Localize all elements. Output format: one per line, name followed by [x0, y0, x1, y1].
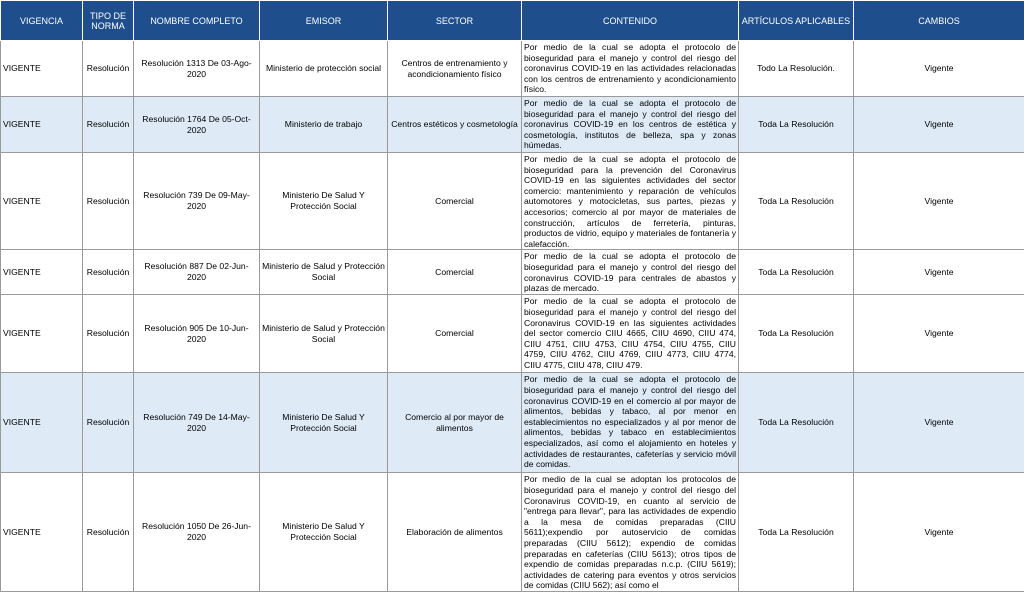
cell-vigencia[interactable]: VIGENTE — [1, 473, 83, 592]
cell-cambios[interactable]: Vigente — [854, 153, 1024, 250]
header-tipo-norma[interactable]: TIPO DE NORMA — [83, 1, 134, 41]
header-vigencia[interactable]: VIGENCIA — [1, 1, 83, 41]
cell-cambios[interactable]: Vigente — [854, 295, 1024, 373]
cell-sector[interactable]: Elaboración de alimentos — [388, 473, 522, 592]
cell-emisor[interactable]: Ministerio De Salud Y Protección Social — [260, 473, 388, 592]
cell-vigencia[interactable]: VIGENTE — [1, 153, 83, 250]
cell-articulos[interactable]: Todo La Resolución. — [739, 41, 854, 97]
cell-nombre[interactable]: Resolución 1313 De 03-Ago-2020 — [134, 41, 260, 97]
cell-emisor[interactable]: Ministerio De Salud Y Protección Social — [260, 373, 388, 473]
cell-sector[interactable]: Comercial — [388, 295, 522, 373]
cell-contenido[interactable]: Por medio de la cual se adoptan los protocolos de bioseguridad para el manejo y control del riesgo del Coronavirus COVID-19, en cuanto al servicio de "entrega para llevar", para las actividades de expendio a la mesa de comidas preparadas (CIIU 5611);expendio por autoservicio de comidas preparadas (CIIU 5612); expendio de comidas preparadas en cafeterías (CIIU 5613); otros tipos de expendio de comidas preparadas n.c.p. (CIIU 5619); actividades de catering para eventos y otros servicios de comidas (CIIU 562); así como el — [522, 473, 739, 592]
cell-nombre[interactable]: Resolución 905 De 10-Jun-2020 — [134, 295, 260, 373]
cell-emisor[interactable]: Ministerio de Salud y Protección Social — [260, 295, 388, 373]
cell-contenido[interactable]: Por medio de la cual se adopta el protocolo de bioseguridad para el manejo y control del riesgo del coronavirus COVID-19 para centrales de abastos y plazas de mercado. — [522, 250, 739, 295]
table-row[interactable] — [1, 153, 1024, 250]
cell-nombre[interactable]: Resolución 1050 De 26-Jun-2020 — [134, 473, 260, 592]
cell-emisor[interactable]: Ministerio de Salud y Protección Social — [260, 250, 388, 295]
table-row[interactable] — [1, 41, 1024, 97]
cell-nombre[interactable]: Resolución 739 De 09-May-2020 — [134, 153, 260, 250]
cell-tipo[interactable]: Resolución — [83, 295, 134, 373]
cell-tipo[interactable]: Resolución — [83, 97, 134, 153]
cell-sector[interactable]: Centros estéticos y cosmetología — [388, 97, 522, 153]
cell-articulos[interactable]: Toda La Resolución — [739, 473, 854, 592]
cell-tipo[interactable]: Resolución — [83, 153, 134, 250]
cell-emisor[interactable]: Ministerio de protección social — [260, 41, 388, 97]
cell-tipo[interactable]: Resolución — [83, 373, 134, 473]
header-nombre-completo[interactable]: NOMBRE COMPLETO — [134, 1, 260, 41]
cell-contenido[interactable]: Por medio de la cual se adopta el protocolo de bioseguridad para el manejo y control del riesgo del coronavirus COVID-19 en las actividades relacionadas con los centros de entrenamiento y acondicionamiento físico. — [522, 41, 739, 97]
cell-articulos[interactable]: Toda La Resolución — [739, 153, 854, 250]
cell-sector[interactable]: Comercial — [388, 250, 522, 295]
cell-nombre[interactable]: Resolución 1764 De 05-Oct-2020 — [134, 97, 260, 153]
cell-sector[interactable]: Comercio al por mayor de alimentos — [388, 373, 522, 473]
cell-vigencia[interactable]: VIGENTE — [1, 295, 83, 373]
cell-contenido[interactable]: Por medio de la cual se adopta el protocolo de bioseguridad para el manejo y control del riesgo del Coronavirus COVID-19 en las siguientes actividades del sector comercio CIIU 4665, CIIU 4690, CIIU 474, CIIU 4751, CIIU 4753, CIIU 4754, CIIU 4755, CIIU 4759, CIIU 4762, CIIU 4769, CIIU 4773, CIIU 4774, CIIU 4775, CIIU 478, CIIU 479. — [522, 295, 739, 373]
cell-articulos[interactable]: Toda La Resolución — [739, 373, 854, 473]
cell-contenido[interactable]: Por medio de la cual se adopta el protocolo de bioseguridad para el manejo y control del riesgo del coronavirus COVID-19 en los centros de estética y cosmetología, institutos de belleza, spa y zonas húmedas. — [522, 97, 739, 153]
header-cambios[interactable]: CAMBIOS — [854, 1, 1024, 41]
cell-vigencia[interactable]: VIGENTE — [1, 41, 83, 97]
table-row[interactable] — [1, 295, 1024, 373]
cell-cambios[interactable]: Vigente — [854, 373, 1024, 473]
cell-vigencia[interactable]: VIGENTE — [1, 373, 83, 473]
header-articulos-aplicables[interactable]: ARTÍCULOS APLICABLES — [739, 1, 854, 41]
cell-vigencia[interactable]: VIGENTE — [1, 97, 83, 153]
cell-cambios[interactable]: Vigente — [854, 473, 1024, 592]
cell-cambios[interactable]: Vigente — [854, 41, 1024, 97]
cell-sector[interactable]: Comercial — [388, 153, 522, 250]
header-row — [1, 1, 1024, 41]
cell-sector[interactable]: Centros de entrenamiento y acondicionamiento físico — [388, 41, 522, 97]
cell-articulos[interactable]: Toda La Resolución — [739, 295, 854, 373]
header-sector[interactable]: SECTOR — [388, 1, 522, 41]
header-emisor[interactable]: EMISOR — [260, 1, 388, 41]
cell-cambios[interactable]: Vigente — [854, 250, 1024, 295]
cell-nombre[interactable]: Resolución 749 De 14-May-2020 — [134, 373, 260, 473]
cell-tipo[interactable]: Resolución — [83, 250, 134, 295]
cell-tipo[interactable]: Resolución — [83, 473, 134, 592]
table-row[interactable] — [1, 250, 1024, 295]
cell-emisor[interactable]: Ministerio De Salud Y Protección Social — [260, 153, 388, 250]
table-row[interactable] — [1, 373, 1024, 473]
cell-cambios[interactable]: Vigente — [854, 97, 1024, 153]
cell-contenido[interactable]: Por medio de la cual se adopta el protocolo de bioseguridad para la prevención del Coronavirus COVID-19 en las siguientes actividades del sector comercio: mantenimiento y reparación de vehículos automotores y motocicletas, sus partes, piezas y accesorios; comercio al por mayor de materiales de construcción, artículos de ferretería, pinturas, productos de vidrio, equipo y materiales de fontanería y calefacción. — [522, 153, 739, 250]
cell-emisor[interactable]: Ministerio de trabajo — [260, 97, 388, 153]
cell-vigencia[interactable]: VIGENTE — [1, 250, 83, 295]
header-contenido[interactable]: CONTENIDO — [522, 1, 739, 41]
cell-articulos[interactable]: Toda La Resolución — [739, 250, 854, 295]
cell-contenido[interactable]: Por medio de la cual se adopta el protocolo de bioseguridad para el manejo y control del riesgo del coronavirus COVID-19 en el comercio al por mayor de alimentos, bebidas y tabaco, al por menor en establecimientos no especializados y al por menor de alimentos, bebidas y tabaco en establecimientos especializados, así como el alojamiento en hoteles y actividades de restaurantes, cafeterías y servicio móvil de comidas. — [522, 373, 739, 473]
table-row[interactable] — [1, 97, 1024, 153]
cell-articulos[interactable]: Toda La Resolución — [739, 97, 854, 153]
cell-tipo[interactable]: Resolución — [83, 41, 134, 97]
cell-nombre[interactable]: Resolución 887 De 02-Jun-2020 — [134, 250, 260, 295]
